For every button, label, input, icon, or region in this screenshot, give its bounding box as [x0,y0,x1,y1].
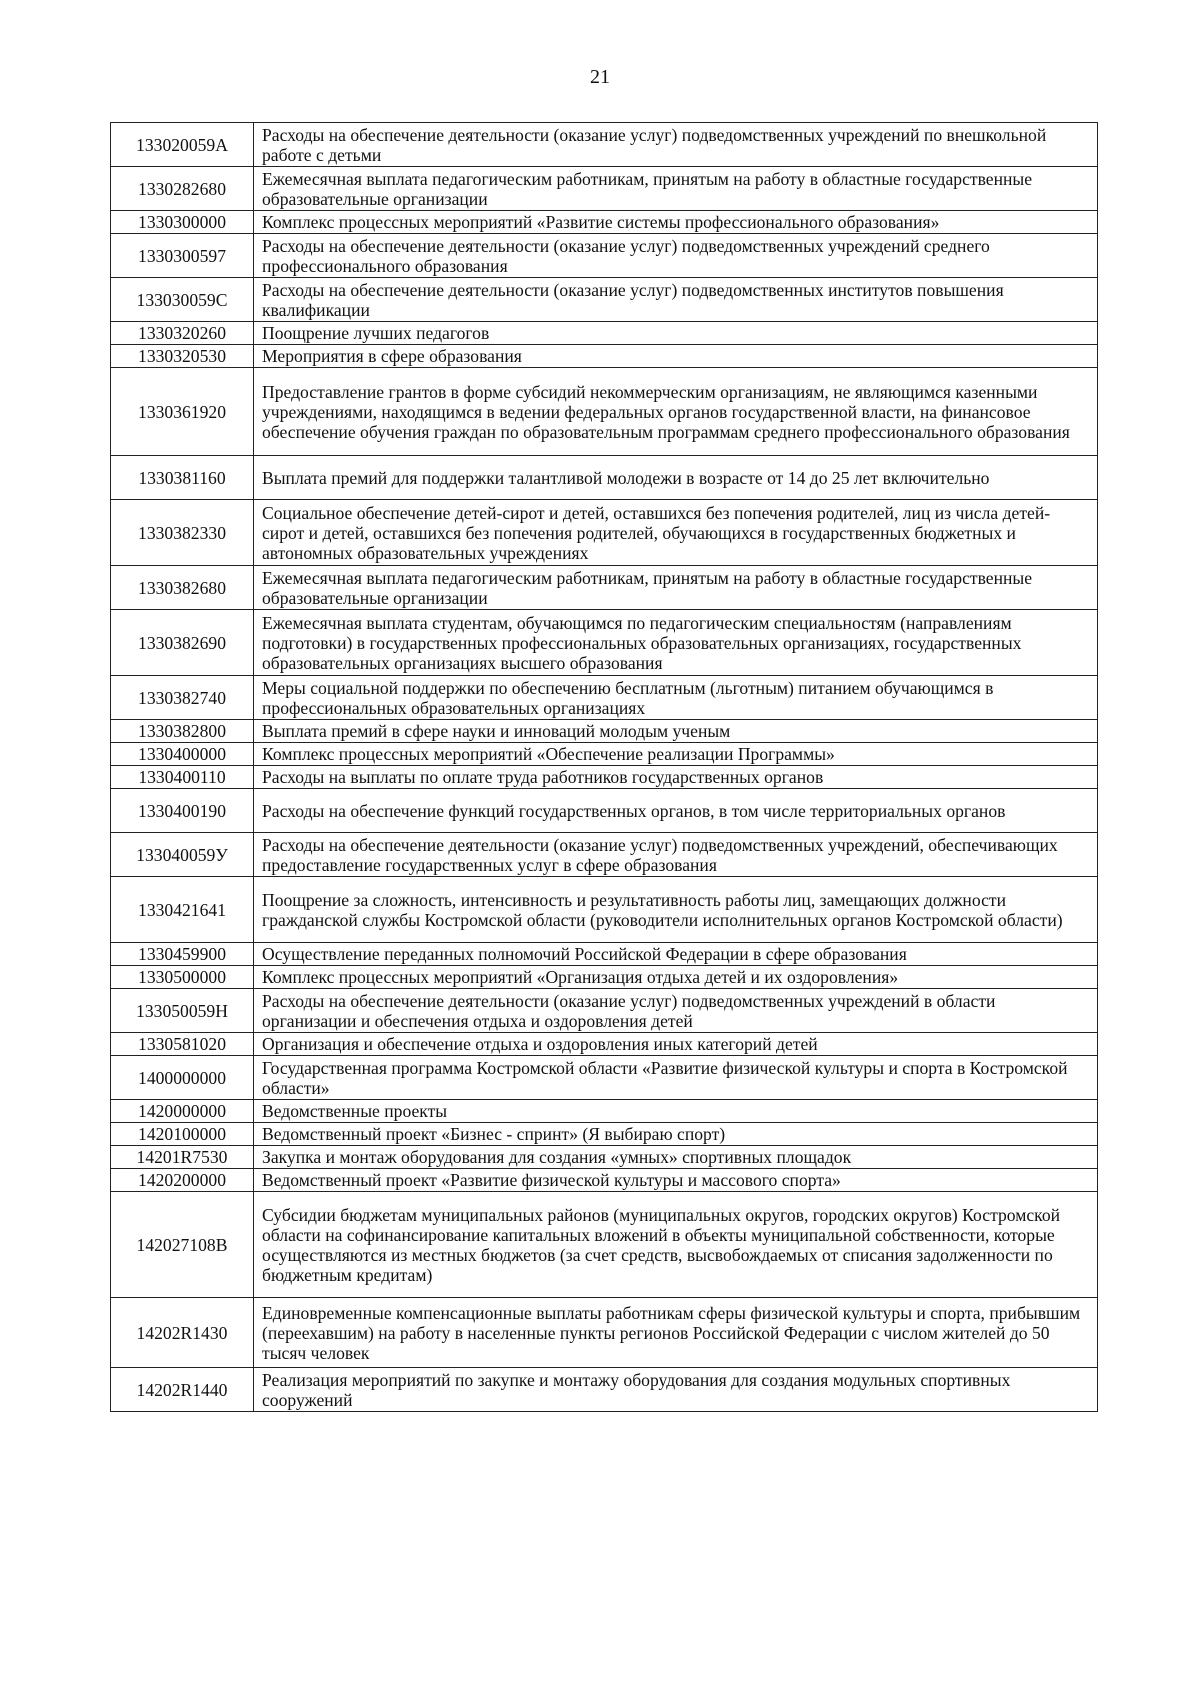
table-row [111,1298,1098,1368]
row-description-cell: Предоставление грантов в форме субсидий некоммерческим организациям, не являющимся казенными учреждениями, находящимся в ведении федеральных органов государственной власти, на финансовое обеспечение обучения граждан по образовательным программам среднего профессионального образования [254,368,1098,456]
row-code-cell: 1330421641 [111,877,254,943]
row-description-cell: Осуществление переданных полномочий Российской Федерации в сфере образования [254,943,1098,966]
row-description-cell: Ежемесячная выплата педагогическим работникам, принятым на работу в областные государственные образовательные организации [254,566,1098,610]
row-description-cell: Расходы на обеспечение деятельности (оказание услуг) подведомственных учреждений, обеспечивающих предоставление государственных услуг в сфере образования [254,833,1098,877]
page-number: 21 [590,66,610,88]
table-row [111,1056,1098,1100]
table-row [111,989,1098,1033]
row-description-cell: Мероприятия в сфере образования [254,345,1098,368]
row-code-cell: 1330382330 [111,500,254,566]
row-description-cell: Ежемесячная выплата студентам, обучающимся по педагогическим специальностям (направлениям подготовки) в государственных профессиональных образовательных организациях, государственных образовательных организациях высшего образования [254,610,1098,676]
row-description-cell: Государственная программа Костромской области «Развитие физической культуры и спорта в Костромской области» [254,1056,1098,1100]
row-code-cell: 14201R7530 [111,1146,254,1169]
row-code-cell: 1330320260 [111,322,254,345]
row-description-cell: Расходы на обеспечение деятельности (оказание услуг) подведомственных учреждений среднего профессионального образования [254,234,1098,278]
table-row [111,566,1098,610]
table-row [111,676,1098,720]
table-row [111,456,1098,500]
row-code-cell: 1330459900 [111,943,254,966]
row-description-cell: Расходы на выплаты по оплате труда работников государственных органов [254,766,1098,789]
table-row [111,368,1098,456]
row-code-cell: 133020059A [111,123,254,167]
row-description-cell: Ведомственный проект «Развитие физической культуры и массового спорта» [254,1169,1098,1192]
row-code-cell: 1330500000 [111,966,254,989]
table-row [111,1033,1098,1056]
row-description-cell: Организация и обеспечение отдыха и оздоровления иных категорий детей [254,1033,1098,1056]
row-description-cell: Расходы на обеспечение деятельности (оказание услуг) подведомственных учреждений в области организации и обеспечения отдыха и оздоровления детей [254,989,1098,1033]
row-code-cell: 1330381160 [111,456,254,500]
table-row [111,211,1098,234]
table-row [111,278,1098,322]
table-row [111,123,1098,167]
row-description-cell: Ведомственный проект «Бизнес - спринт» (Я выбираю спорт) [254,1123,1098,1146]
row-code-cell: 1330400000 [111,743,254,766]
table-row [111,966,1098,989]
row-code-cell: 1330382800 [111,720,254,743]
row-code-cell: 1330320530 [111,345,254,368]
table-row [111,1169,1098,1192]
row-description-cell: Комплекс процессных мероприятий «Организация отдыха детей и их оздоровления» [254,966,1098,989]
row-description-cell: Ежемесячная выплата педагогическим работникам, принятым на работу в областные государственные образовательные организации [254,167,1098,211]
table-row [111,1146,1098,1169]
table-row [111,345,1098,368]
row-description-cell: Комплекс процессных мероприятий «Развитие системы профессионального образования» [254,211,1098,234]
table-row [111,1123,1098,1146]
row-code-cell: 1330382740 [111,676,254,720]
table-row [111,1100,1098,1123]
row-description-cell: Ведомственные проекты [254,1100,1098,1123]
row-code-cell: 1330382680 [111,566,254,610]
table-row [111,877,1098,943]
table-row [111,1368,1098,1412]
row-description-cell: Комплекс процессных мероприятий «Обеспечение реализации Программы» [254,743,1098,766]
row-code-cell: 142027108В [111,1192,254,1298]
row-code-cell: 1330400190 [111,789,254,833]
row-description-cell: Поощрение лучших педагогов [254,322,1098,345]
row-description-cell: Субсидии бюджетам муниципальных районов (муниципальных округов, городских округов) Костромской области на софинансирование капитальных вложений в объекты муниципальной собственности, которые осуществляются из местных бюджетов (за счет средств, высвобождаемых от списания задолженности по бюджетным кредитам) [254,1192,1098,1298]
table-row [111,833,1098,877]
row-description-cell: Выплата премий в сфере науки и инноваций молодым ученым [254,720,1098,743]
table-row [111,720,1098,743]
row-description-cell: Поощрение за сложность, интенсивность и результативность работы лиц, замещающих должности гражданской службы Костромской области (руководители исполнительных органов Костромской области) [254,877,1098,943]
table-row [111,610,1098,676]
budget-classification-table [110,122,1098,1412]
table-row [111,943,1098,966]
row-code-cell: 1330300597 [111,234,254,278]
table-row [111,167,1098,211]
row-code-cell: 1330300000 [111,211,254,234]
table-row [111,789,1098,833]
row-code-cell: 1420200000 [111,1169,254,1192]
table-row [111,500,1098,566]
row-description-cell: Меры социальной поддержки по обеспечению бесплатным (льготным) питанием обучающимся в профессиональных образовательных организациях [254,676,1098,720]
row-description-cell: Социальное обеспечение детей-сирот и детей, оставшихся без попечения родителей, лиц из числа детей-сирот и детей, оставшихся без попечения родителей, обучающихся в государственных бюджетных и автономных образовательных учреждениях [254,500,1098,566]
row-code-cell: 1330400110 [111,766,254,789]
row-description-cell: Расходы на обеспечение функций государственных органов, в том числе территориальных органов [254,789,1098,833]
table-row [111,234,1098,278]
row-code-cell: 1330361920 [111,368,254,456]
table-row [111,743,1098,766]
table-row [111,322,1098,345]
table-body [111,123,1098,1412]
row-description-cell: Расходы на обеспечение деятельности (оказание услуг) подведомственных учреждений по внешкольной работе с детьми [254,123,1098,167]
row-code-cell: 1420000000 [111,1100,254,1123]
row-code-cell: 14202R1440 [111,1368,254,1412]
row-description-cell: Закупка и монтаж оборудования для создания «умных» спортивных площадок [254,1146,1098,1169]
row-code-cell: 133040059У [111,833,254,877]
row-code-cell: 1330581020 [111,1033,254,1056]
table-row [111,766,1098,789]
row-description-cell: Расходы на обеспечение деятельности (оказание услуг) подведомственных институтов повышения квалификации [254,278,1098,322]
row-code-cell: 1400000000 [111,1056,254,1100]
row-code-cell: 133050059Н [111,989,254,1033]
row-code-cell: 133030059C [111,278,254,322]
row-code-cell: 1330382690 [111,610,254,676]
row-description-cell: Выплата премий для поддержки талантливой молодежи в возрасте от 14 до 25 лет включительно [254,456,1098,500]
row-code-cell: 1330282680 [111,167,254,211]
row-code-cell: 1420100000 [111,1123,254,1146]
row-description-cell: Единовременные компенсационные выплаты работникам сферы физической культуры и спорта, прибывшим (переехавшим) на работу в населенные пункты регионов Российской Федерации с числом жителей до 50 тысяч человек [254,1298,1098,1368]
row-description-cell: Реализация мероприятий по закупке и монтажу оборудования для создания модульных спортивных сооружений [254,1368,1098,1412]
table-row [111,1192,1098,1298]
row-code-cell: 14202R1430 [111,1298,254,1368]
